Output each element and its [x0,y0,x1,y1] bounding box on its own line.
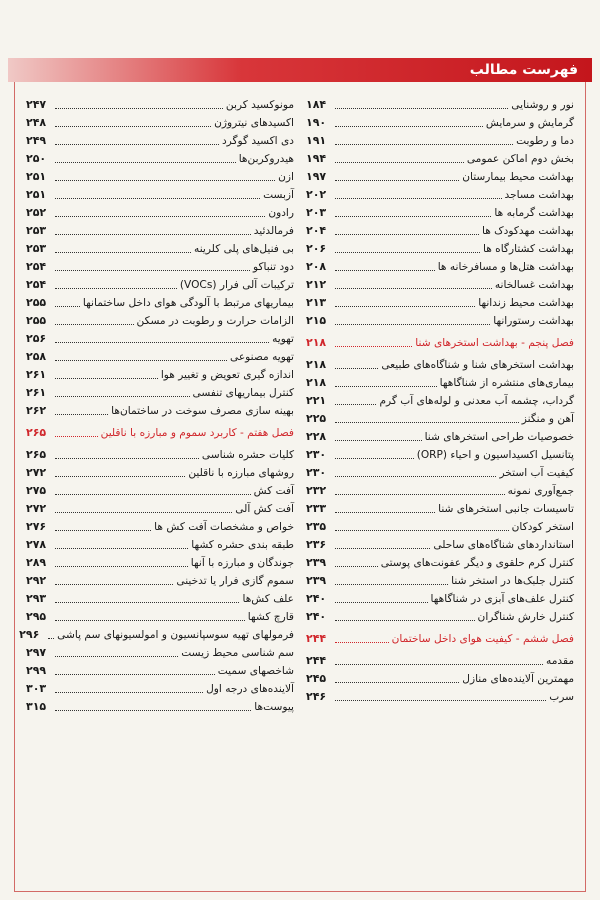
dot-leader [55,288,177,289]
toc-entry [306,356,574,374]
toc-entry-title: علف کش‌ها [242,593,294,605]
toc-entry-page: ۲۳۳ [306,502,327,515]
toc-entry-title: کلیات حشره شناسی [201,449,294,461]
dot-leader [55,216,265,217]
toc-entry-page: ۲۶۵ [26,448,47,461]
toc-entry-page: ۲۵۵ [26,314,47,327]
toc-entry-title: ازن [278,171,294,183]
toc-entry [26,366,294,384]
toc-entry-page: ۲۵۳ [26,224,47,237]
toc-entry-page: ۲۹۵ [26,610,47,623]
toc-entry [306,410,574,428]
toc-entry-title: بی فنیل‌های پلی کلرینه [194,243,294,255]
toc-entry-page: ۲۳۲ [306,484,327,497]
dot-leader [55,494,251,495]
dot-leader [335,584,448,585]
toc-entry [306,96,574,114]
toc-entry-page: ۲۵۵ [26,296,47,309]
dot-leader [335,126,483,127]
toc-entry-title: آفت کش آلی [235,503,294,515]
toc-entry [26,446,294,464]
toc-entry [26,518,294,536]
toc-entry-page: ۲۰۸ [306,260,327,273]
toc-entry [306,428,574,446]
toc-entry-page: ۱۹۰ [306,116,327,129]
dot-leader [55,656,178,657]
toc-entry-title: خصوصیات طراحی استخرهای شنا [424,431,574,443]
dot-leader [55,476,185,477]
toc-entry-title: آزبست [263,189,294,201]
toc-entry-title: کنترل علف‌های آبزی در شناگاهها [430,593,574,605]
toc-entry-page: ۲۸۹ [26,556,47,569]
toc-entry-title: الزامات حرارت و رطوبت در مسکن [136,315,294,327]
dot-leader [55,360,227,361]
toc-entry-page: ۲۶۱ [26,386,47,399]
toc-entry-page: ۲۷۲ [26,502,47,515]
toc-entry-title: آهن و منگنز [521,413,574,425]
toc-entry [306,392,574,410]
toc-entry [26,114,294,132]
toc-entry-page: ۲۵۳ [26,242,47,255]
toc-entry-title: خواص و مشخصات آفت کش ها [154,521,294,533]
toc-entry-page: ۲۴۹ [26,134,47,147]
toc-entry [26,276,294,294]
toc-entry-page: ۲۱۲ [306,278,327,291]
dot-leader [335,700,546,701]
toc-entry-title: جمع‌آوری نمونه [507,485,574,497]
toc-entry [306,482,574,500]
toc-entry [306,168,574,186]
dot-leader [55,396,190,397]
toc-entry-page: ۲۷۶ [26,520,47,533]
dot-leader [335,566,378,567]
toc-entry-title: آفت کش [253,485,294,497]
toc-entry-title: ترکیبات آلی فرار (VOCs) [179,279,294,291]
toc-chapter-heading [306,334,574,352]
toc-entry-title: تهویه [272,333,294,345]
dot-leader [335,458,414,459]
toc-entry [306,114,574,132]
dot-leader [55,512,232,513]
toc-entry [26,222,294,240]
toc-entry-page: ۲۶۵ [26,426,47,439]
toc-entry-title: فرمولهای تهیه سوسپانسیون و امولسیونهای سم پاشی [57,629,294,641]
toc-entry-page: ۲۷۸ [26,538,47,551]
toc-entry [306,652,574,670]
toc-entry-page: ۲۹۲ [26,574,47,587]
toc-entry [306,464,574,482]
toc-entry-page: ۲۳۰ [306,466,327,479]
toc-entry-page: ۲۴۷ [26,98,47,111]
dot-leader [55,342,269,343]
toc-entry [306,222,574,240]
toc-entry-page: ۲۳۹ [306,556,327,569]
dot-leader [55,566,188,567]
toc-entry [306,276,574,294]
dot-leader [335,664,543,665]
toc-entry [26,150,294,168]
dot-leader [55,126,211,127]
dot-leader [335,602,428,603]
dot-leader [335,620,475,621]
toc-entry [26,482,294,500]
toc-entry [26,204,294,222]
toc-entry [26,464,294,482]
toc-entry [26,258,294,276]
toc-entry-page: ۲۳۶ [306,538,327,551]
toc-entry-title: بهداشت استخرهای شنا و شناگاه‌های طبیعی [381,359,574,371]
toc-entry-title: جوندگان و مبارزه با آنها [190,557,294,569]
toc-entry [26,536,294,554]
toc-entry [306,500,574,518]
dot-leader [335,216,491,217]
dot-leader [55,692,203,693]
toc-chapter-heading [26,424,294,442]
toc-entry [26,608,294,626]
dot-leader [335,386,437,387]
toc-entry [306,670,574,688]
toc-entry-page: ۲۰۴ [306,224,327,237]
toc-entry-title: سموم گازی فرار یا تدخینی [176,575,294,587]
toc-left-column [19,96,294,716]
toc-entry [306,536,574,554]
dot-leader [55,324,134,325]
dot-leader [55,180,275,181]
toc-entry-page: ۲۵۲ [26,206,47,219]
dot-leader [335,234,479,235]
toc-entry-title: بهداشت مهدکودک ها [482,225,574,237]
toc-entry [26,132,294,150]
toc-entry-page: ۲۴۶ [306,690,327,703]
toc-entry-page: ۲۱۸ [306,336,327,349]
toc-entry-title: بهداشت غسالخانه [494,279,574,291]
toc-entry [26,294,294,312]
toc-entry [306,294,574,312]
toc-entry-page: ۲۵۶ [26,332,47,345]
toc-entry [26,240,294,258]
toc-entry-title: بهداشت محیط زندانها [478,297,574,309]
toc-entry-title: کنترل خارش شناگران [477,611,574,623]
toc-entry-title: بهینه سازی مصرف سوخت در ساختمان‌ها [111,405,294,417]
dot-leader [335,404,376,405]
toc-entry-page: ۲۱۸ [306,358,327,371]
toc-entry-title: دما و رطوبت [516,135,574,147]
dot-leader [335,494,505,495]
toc-entry-title: دی اکسید گوگرد [221,135,294,147]
toc-entry-title: کنترل بیماریهای تنفسی [192,387,294,399]
toc-entry [306,312,574,330]
toc-entry [306,374,574,392]
toc-entry [26,186,294,204]
toc-entry-page: ۲۴۴ [306,654,327,667]
toc-entry-title: نور و روشنایی [511,99,574,111]
dot-leader [335,346,412,347]
toc-entry-title: کنترل جلبک‌ها در استخر شنا [451,575,574,587]
toc-entry-title: بیماری‌های منتشره از شناگاهها [439,377,574,389]
dot-leader [335,368,378,369]
dot-leader [335,512,435,513]
toc-entry-title: مهمترین آلاینده‌های منازل [462,673,574,685]
toc-entry-title: سرب [549,691,574,703]
toc-entry-page: ۲۵۰ [26,152,47,165]
dot-leader [335,422,519,423]
dot-leader [335,306,475,307]
toc-entry-title: اکسیدهای نیتروژن [214,117,294,129]
toc-entry-title: دود تنباکو [252,261,294,273]
dot-leader [335,162,464,163]
toc-entry-title: فرمالدئید [253,225,294,237]
dot-leader [55,162,236,163]
dot-leader [55,458,199,459]
toc-entry-page: ۱۸۴ [306,98,327,111]
toc-entry-page: ۲۰۲ [306,188,327,201]
toc-entry-title: گرداب، چشمه آب معدنی و لوله‌های آب گرم [379,395,574,407]
toc-right-column [306,96,574,706]
toc-entry-title: بهداشت محیط بیمارستان [462,171,574,183]
toc-entry [26,590,294,608]
toc-entry [26,348,294,366]
dot-leader [55,620,245,621]
toc-entry-page: ۲۴۰ [306,592,327,605]
toc-entry-title: مونوکسید کربن [225,99,294,111]
toc-entry [306,204,574,222]
toc-entry-page: ۳۰۳ [26,682,47,695]
dot-leader [55,306,80,307]
toc-entry-page: ۲۷۲ [26,466,47,479]
dot-leader [335,682,459,683]
toc-entry [26,572,294,590]
dot-leader [55,414,108,415]
dot-leader [48,638,54,639]
toc-entry-page: ۲۴۸ [26,116,47,129]
dot-leader [55,198,260,199]
dot-leader [55,530,151,531]
toc-entry-page: ۲۳۵ [306,520,327,533]
toc-entry-page: ۲۱۸ [306,376,327,389]
toc-entry-page: ۲۰۳ [306,206,327,219]
toc-entry-page: ۲۲۸ [306,430,327,443]
dot-leader [335,144,513,145]
toc-entry-page: ۳۱۵ [26,700,47,713]
toc-entry-title: روشهای مبارزه با ناقلین [188,467,294,479]
toc-entry-page: ۲۲۱ [306,394,327,407]
toc-entry [26,698,294,716]
toc-entry-page: ۲۳۰ [306,448,327,461]
toc-entry-page: ۲۹۷ [26,646,47,659]
toc-entry-title: بیماریهای مرتبط با آلودگی هوای داخل ساختمانها [82,297,294,309]
toc-entry-page: ۲۰۶ [306,242,327,255]
toc-entry-page: ۲۷۵ [26,484,47,497]
toc-entry-page: ۲۶۲ [26,404,47,417]
toc-entry-title: کیفیت آب استخر [499,467,574,479]
dot-leader [55,108,223,109]
dot-leader [335,180,459,181]
toc-entry-title: سم شناسی محیط زیست [181,647,294,659]
toc-entry-page: ۲۴۵ [306,672,327,685]
toc-entry-page: ۲۵۱ [26,188,47,201]
toc-entry-title: تاسیسات جانبی استخرهای شنا [438,503,574,515]
toc-entry-page: ۲۵۸ [26,350,47,363]
toc-entry-title: هیدروکربن‌ها [238,153,294,165]
toc-entry-page: ۲۹۹ [26,664,47,677]
dot-leader [55,548,188,549]
toc-entry-page: ۲۱۵ [306,314,327,327]
toc-entry-title: فصل ششم - کیفیت هوای داخل ساختمان [391,633,574,645]
toc-entry-page: ۱۹۴ [306,152,327,165]
toc-entry-title: بهداشت مساجد [504,189,574,201]
toc-entry-title: بخش دوم اماکن عمومی [466,153,574,165]
toc-entry-title: شاخصهای سمیت [217,665,294,677]
toc-entry-page: ۱۹۱ [306,134,327,147]
toc-entry [26,680,294,698]
toc-entry [306,590,574,608]
toc-entry [19,626,294,644]
toc-entry [26,644,294,662]
toc-entry-title: مقدمه [546,655,574,667]
toc-entry [306,572,574,590]
toc-entry [26,402,294,420]
toc-entry-title: قارچ کشها [247,611,294,623]
toc-entry [306,258,574,276]
toc-entry-title: بهداشت رستورانها [493,315,574,327]
dot-leader [55,436,98,437]
toc-entry-page: ۲۴۴ [306,632,327,645]
toc-entry-page: ۲۵۴ [26,278,47,291]
toc-entry [306,446,574,464]
toc-entry [26,312,294,330]
toc-entry-title: استخر کودکان [511,521,574,533]
dot-leader [55,674,215,675]
dot-leader [335,548,430,549]
toc-entry-title: فصل هفتم - کاربرد سموم و مبارزه با ناقلین [100,427,294,439]
toc-entry [26,384,294,402]
toc-chapter-heading [306,630,574,648]
dot-leader [335,440,422,441]
dot-leader [55,710,251,711]
toc-entry-title: پتانسیل اکسیداسیون و احیاء (ORP) [416,449,574,461]
dot-leader [55,252,191,253]
dot-leader [335,108,508,109]
toc-entry [306,132,574,150]
toc-entry-title: کنترل کرم حلقوی و دیگر عفونت‌های پوستی [380,557,574,569]
toc-entry-title: گرمایش و سرمایش [485,117,574,129]
toc-entry [306,688,574,706]
dot-leader [55,584,173,585]
toc-entry [26,330,294,348]
dot-leader [335,270,435,271]
toc-entry-page: ۲۱۳ [306,296,327,309]
dot-leader [55,144,219,145]
dot-leader [335,476,496,477]
toc-entry-title: بهداشت کشتارگاه ها [482,243,574,255]
toc-entry [26,96,294,114]
toc-entry-page: ۲۵۱ [26,170,47,183]
toc-entry-page: ۲۹۳ [26,592,47,605]
toc-entry [26,168,294,186]
dot-leader [335,324,490,325]
toc-entry-page: ۲۶۱ [26,368,47,381]
dot-leader [335,530,509,531]
dot-leader [55,270,250,271]
toc-entry [26,662,294,680]
toc-entry-title: طبقه بندی حشره کشها [191,539,294,551]
toc-entry-title: آلاینده‌های درجه اول [206,683,294,695]
toc-entry-page: ۲۵۴ [26,260,47,273]
dot-leader [335,642,389,643]
toc-entry-page: ۲۴۰ [306,610,327,623]
toc-entry [306,554,574,572]
toc-entry [306,518,574,536]
toc-entry [26,554,294,572]
toc-entry-title: بهداشت گرمابه ها [494,207,574,219]
toc-entry-title: فصل پنجم - بهداشت استخرهای شنا [415,337,574,349]
toc-entry-title: اندازه گیری تعویض و تغییر هوا [160,369,294,381]
dot-leader [335,288,492,289]
toc-entry-title: رادون [268,207,294,219]
dot-leader [335,252,480,253]
toc-entry [26,500,294,518]
toc-entry [306,186,574,204]
toc-entry-title: تهویه مصنوعی [230,351,294,363]
dot-leader [55,234,251,235]
toc-entry [306,240,574,258]
toc-entry-page: ۲۹۶ [19,628,40,641]
page-title: فهرست مطالب [469,62,578,78]
dot-leader [55,602,239,603]
toc-entry-title: پیوست‌ها [254,701,294,713]
toc-entry-page: ۲۳۹ [306,574,327,587]
toc-entry [306,608,574,626]
toc-entry-page: ۲۲۵ [306,412,327,425]
toc-entry-title: بهداشت هتل‌ها و مسافرخانه ها [437,261,574,273]
toc-entry [306,150,574,168]
toc-entry-page: ۱۹۷ [306,170,327,183]
dot-leader [55,378,158,379]
dot-leader [335,198,502,199]
toc-entry-title: استانداردهای شناگاه‌های ساحلی [433,539,574,551]
